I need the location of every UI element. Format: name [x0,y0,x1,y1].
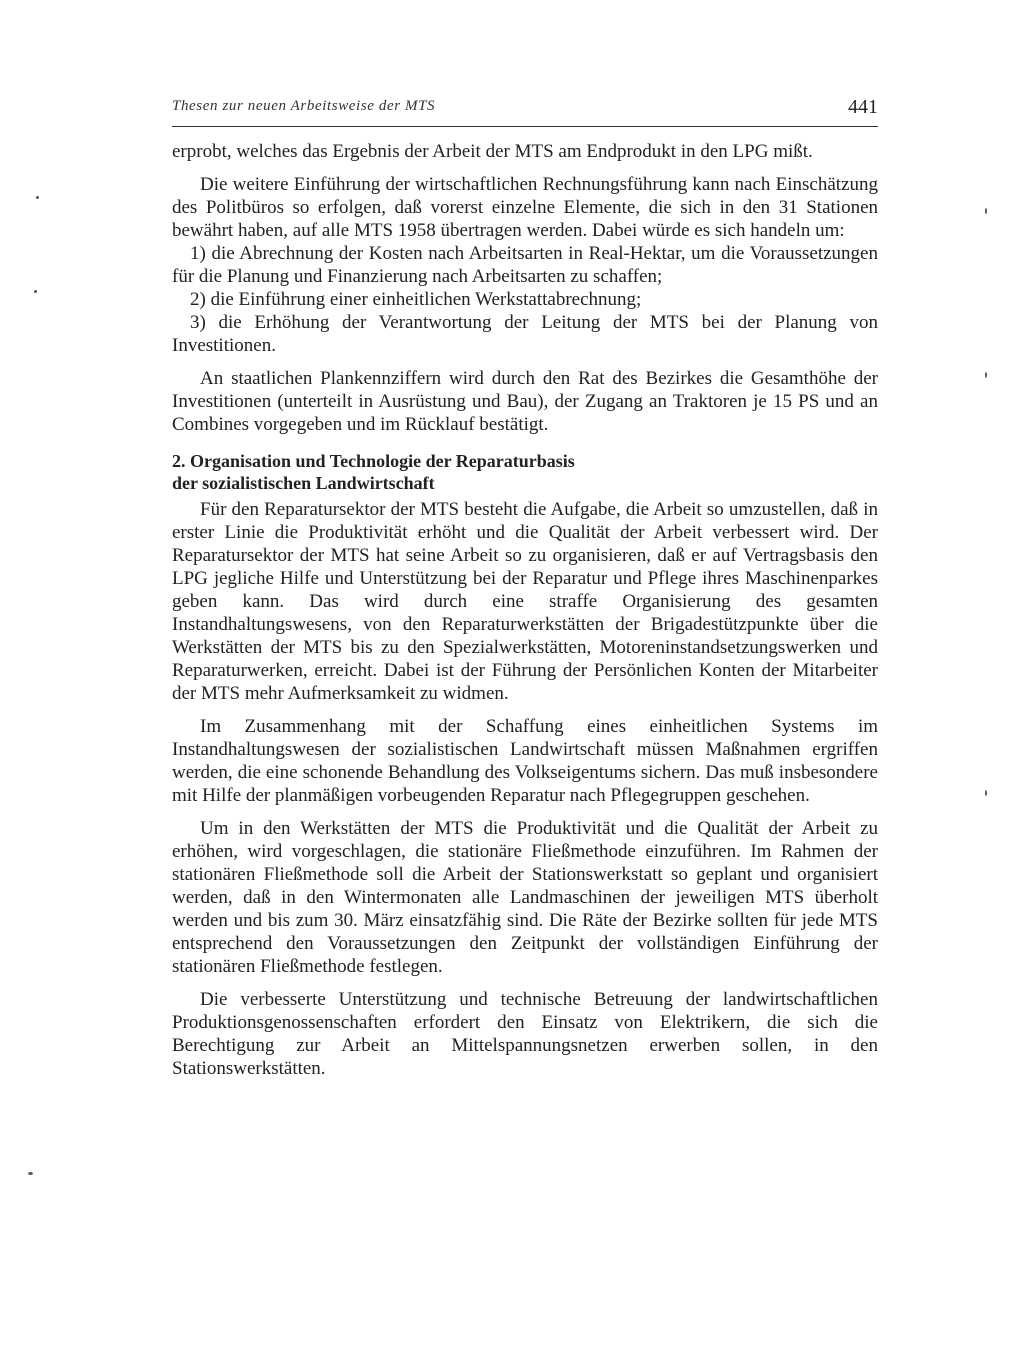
paragraph-plankennziffern: An staatlichen Plankennziffern wird durch den Rat des Bezirkes die Gesamthöhe der Investitionen (unterteilt in Ausrüstung und Bau), der Zugang an Traktoren je 15 PS und an Combines vorgegeben und im Rücklauf bestätigt. [172,368,878,435]
scan-mark [985,208,987,214]
paragraph-fliessmethode: Um in den Werkstätten der MTS die Produktivität und die Qualität der Arbeit zu erhöhen, wird vorgeschlagen, die stationäre Fließmethode einzuführen. Im Rahmen der stationären Fließmethode soll die Arbeit der Stationswerkstatt so geplant und organisiert werden, daß in den Wintermonaten alle Landmaschinen der jeweiligen MTS überholt werden und bis zum 30. März einsatzfähig sind. Die Räte der Bezirke sollten für jede MTS entsprechend den Voraussetzungen den Zeitpunkt der vollständigen Einführung der stationären Fließmethode festlegen. [172,818,878,977]
section-heading-line-2: der sozialistischen Landwirtschaft [172,473,435,493]
list-item-3: 3) die Erhöhung der Verantwortung der Leitung der MTS bei der Planung von Investitionen. [172,312,878,356]
section-heading [172,450,878,494]
scan-mark [28,1172,33,1175]
page-header [172,96,878,127]
list-item-2: 2) die Einführung einer einheitlichen Werkstattabrechnung; [190,289,642,310]
paragraph-reparatursektor: Für den Reparatursektor der MTS besteht die Aufgabe, die Arbeit so umzustellen, daß in erster Linie die Produktivität erhöht und die Qualität der Arbeit verbessert wird. Der Reparatursektor der MTS hat seine Arbeit so zu organisieren, daß er auf Vertragsbasis den LPG jegliche Hilfe und Unterstützung bei der Reparatur und Pflege ihres Maschinenparkes geben kann. Das wird durch eine straffe Organisierung des gesamten Instandhaltungswesens, von den Reparaturwerkstätten der Brigadestützpunkte über die Werkstätten der MTS bis zu den Spezialwerkstätten, Motoreninstandsetzungswerken und Reparaturwerken, erreicht. Dabei ist der Führung der Persönlichen Konten der Mitarbeiter der MTS mehr Aufmerksamkeit zu widmen. [172,499,878,704]
scan-mark [34,290,37,293]
body-text [172,140,878,1080]
paragraph-rechnungsfuehrung: Die weitere Einführung der wirtschaftlichen Rechnungsführung kann nach Einschätzung des Politbüros so erfolgen, daß vorerst einzelne Elemente, die sich in den 31 Stationen bewährt haben, auf alle MTS 1958 übertragen werden. Dabei würde es sich handeln um: [172,174,878,241]
list-item-1: 1) die Abrechnung der Kosten nach Arbeitsarten in Real-Hektar, um die Voraussetzungen für die Planung und Finanzierung nach Arbeitsarten zu schaffen; [172,243,878,287]
scan-mark [985,790,987,796]
paragraph-continuation: erprobt, welches das Ergebnis der Arbeit der MTS am Endprodukt in den LPG mißt. [172,141,813,162]
scan-mark [985,372,987,378]
section-heading-line-1: 2. Organisation und Technologie der Reparaturbasis [172,451,575,471]
scan-mark [36,196,39,199]
paragraph-elektriker: Die verbesserte Unterstützung und technische Betreuung der landwirtschaftlichen Produktionsgenossenschaften erfordert den Einsatz von Elektrikern, die sich die Berechtigung zur Arbeit an Mittelspannungsnetzen erwerben sollen, in den Stationswerkstätten. [172,989,878,1079]
paragraph-instandhaltung: Im Zusammenhang mit der Schaffung eines einheitlichen Systems im Instandhaltungswesen der sozialistischen Landwirtschaft müssen Maßnahmen ergriffen werden, die eine schonende Behandlung des Volkseigentums sichern. Das muß insbesondere mit Hilfe der planmäßigen vorbeugenden Reparatur nach Pflegegruppen geschehen. [172,716,878,806]
page-number: 441 [848,96,878,118]
running-title: Thesen zur neuen Arbeitsweise der MTS [172,98,436,114]
